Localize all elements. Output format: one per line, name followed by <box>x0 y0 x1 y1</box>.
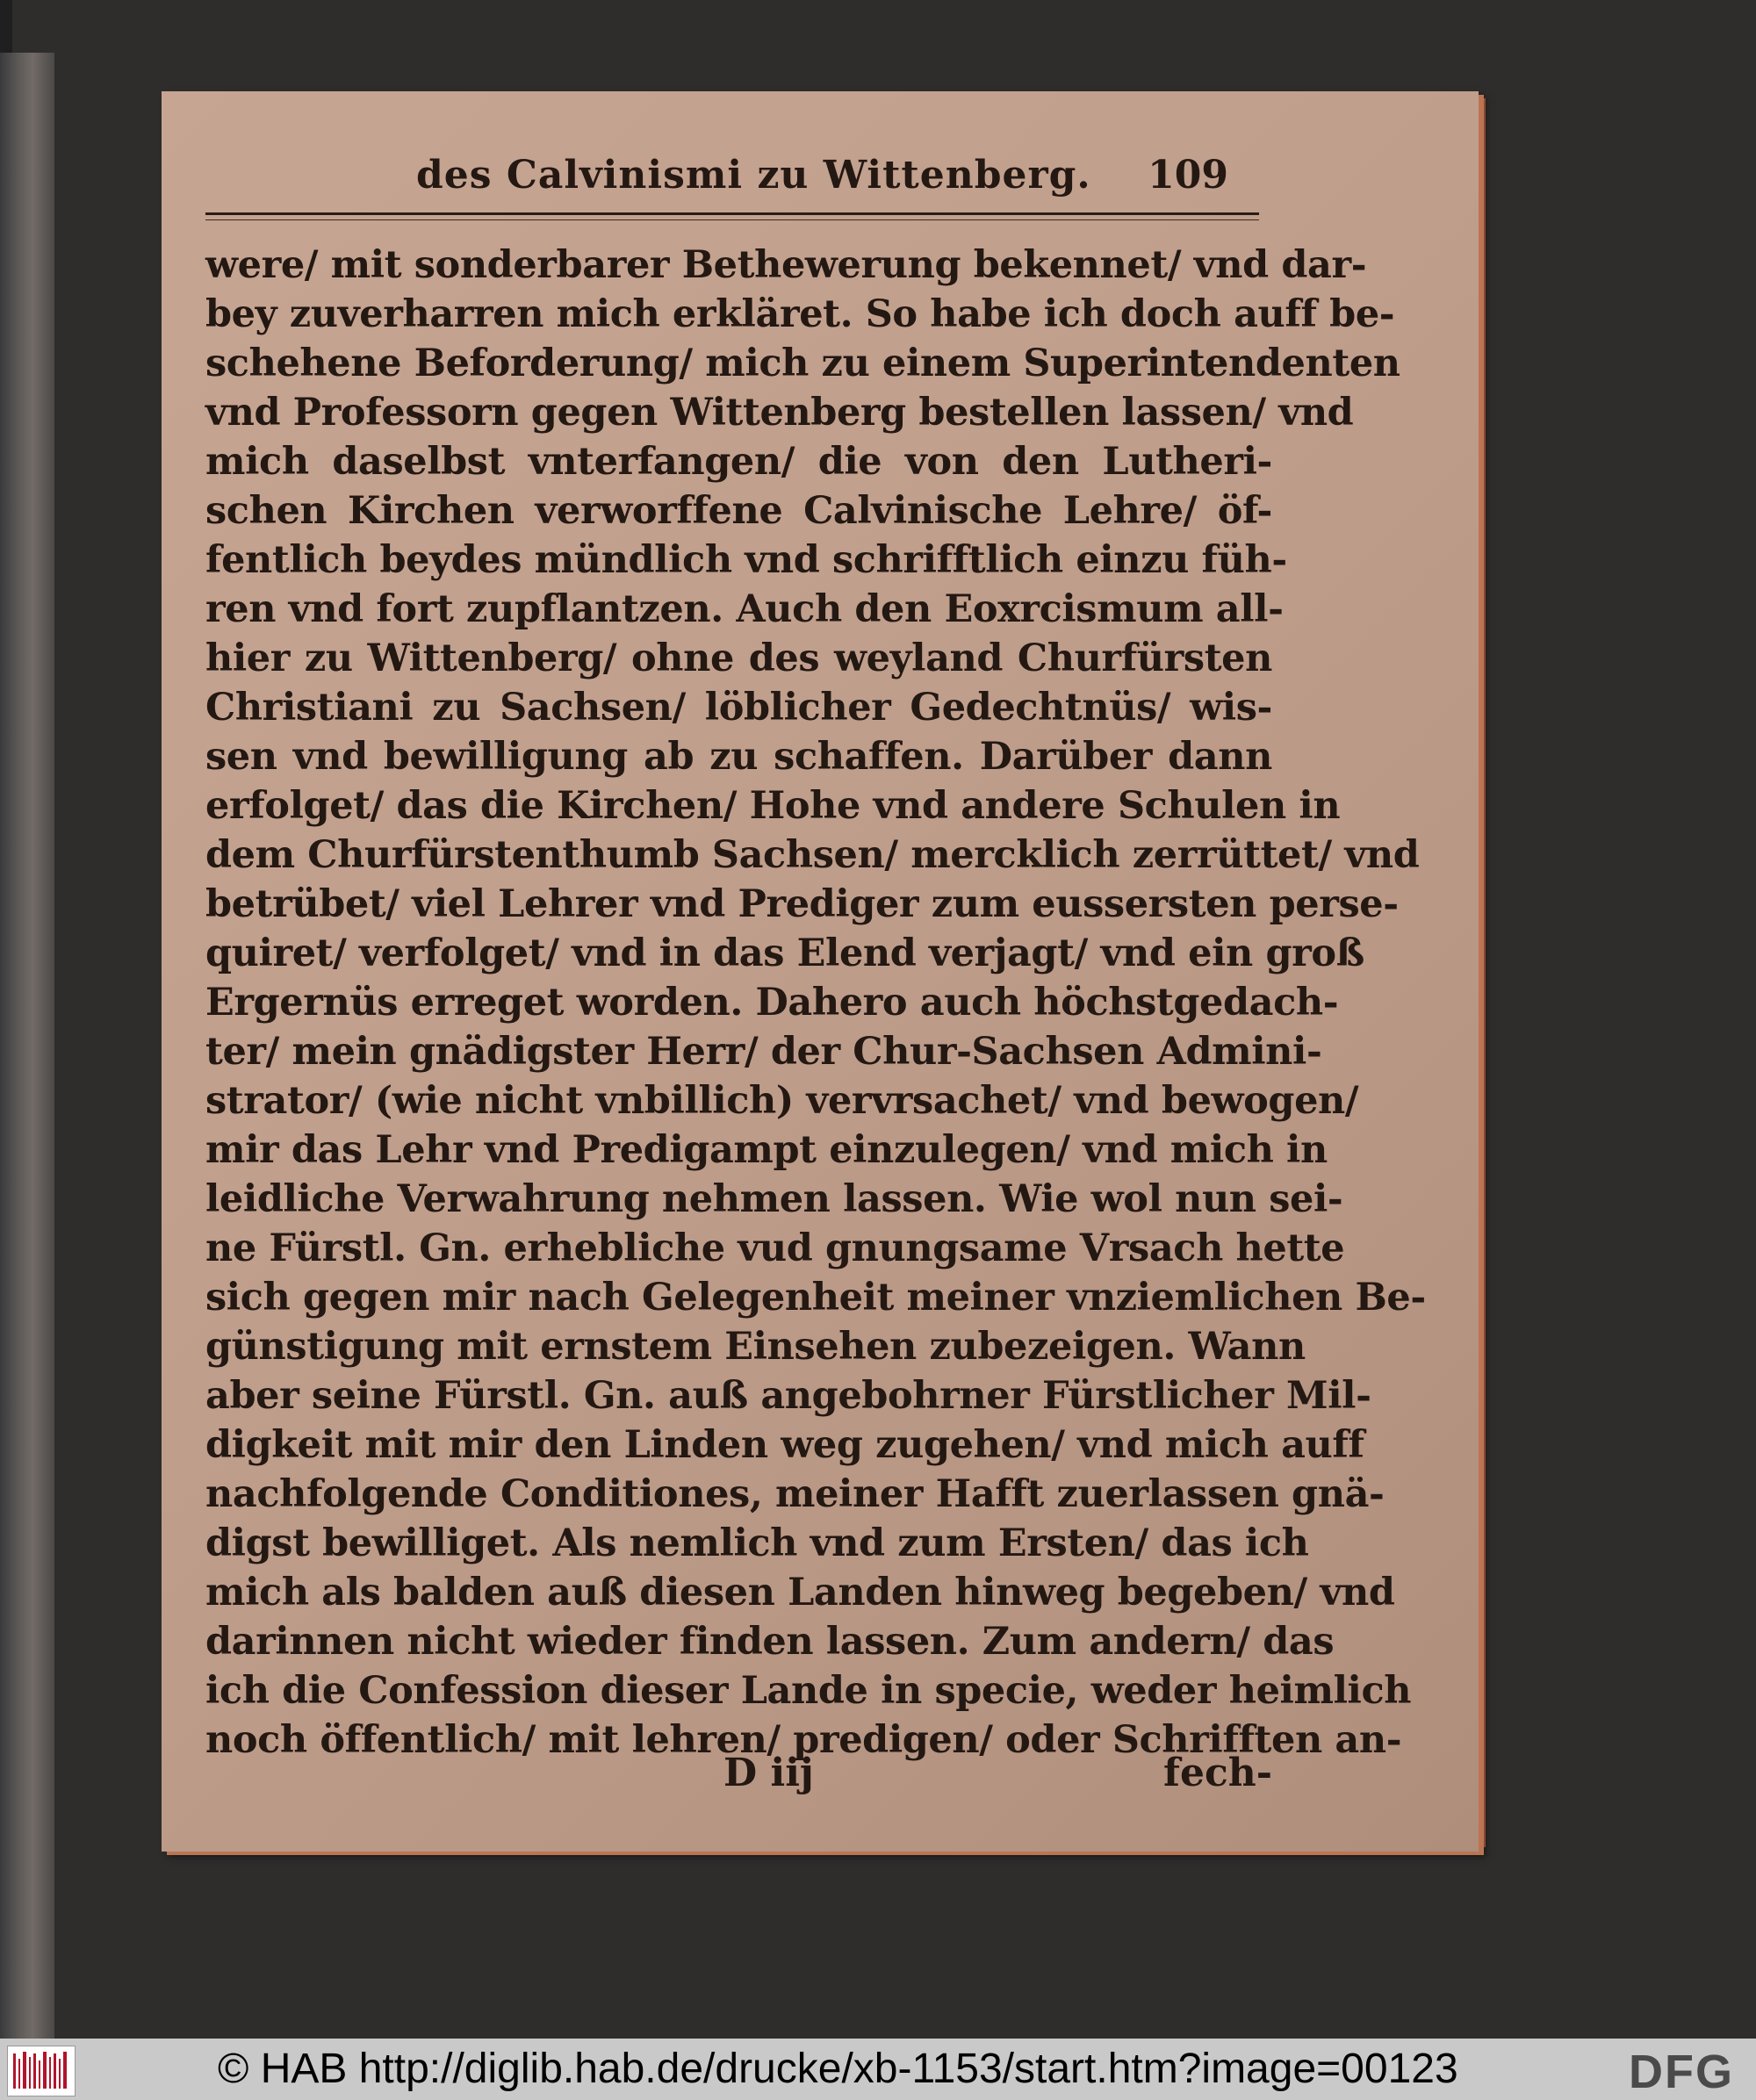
text-line: ne Fürstl. Gn. erhebliche vud gnungsame Vrsach hette <box>205 1226 1345 1270</box>
catchword: fech- <box>1163 1751 1272 1795</box>
running-title: des Calvinismi zu Wittenberg. <box>416 153 1091 198</box>
text-line: were/ mit sonderbarer Bethewerung bekennet/ vnd dar- <box>205 243 1367 287</box>
copyright-url-text: © HAB http://diglib.hab.de/drucke/xb-1153/start.htm?image=00123 <box>218 2046 1458 2092</box>
header-rule-secondary <box>205 219 1259 220</box>
running-head <box>162 153 1479 214</box>
text-line: sich gegen mir nach Gelegenheit meiner vnziemlichen Be- <box>205 1276 1426 1320</box>
footer-bar <box>0 2039 1756 2100</box>
signature-mark: D iij <box>723 1751 814 1795</box>
text-line: ter/ mein gnädigster Herr/ der Chur-Sachsen Admini- <box>205 1030 1322 1074</box>
text-line: darinnen nicht wieder finden lassen. Zum andern/ das <box>205 1620 1335 1664</box>
left-page-shadow <box>0 53 54 2039</box>
text-line: günstigung mit ernstem Einsehen zubezeigen. Wann <box>205 1325 1306 1369</box>
text-line: ren vnd fort zupflantzen. Auch den Eoxrcismum all- <box>205 587 1284 631</box>
barcode-icon <box>7 2046 76 2096</box>
text-line: fentlich beydes mündlich vnd schrifftlich einzu füh- <box>205 538 1287 582</box>
text-line: nachfolgende Conditiones, meiner Hafft zuerlassen gnä- <box>205 1472 1385 1516</box>
text-line: erfolget/ das die Kirchen/ Hohe vnd andere Schulen in <box>205 784 1341 828</box>
page-number: 109 <box>1148 153 1228 198</box>
text-line: Ergernüs erreget worden. Dahero auch höchstgedach- <box>205 981 1339 1025</box>
dfg-logo-text: DFG <box>1629 2046 1734 2098</box>
text-line: noch öffentlich/ mit lehren/ predigen/ oder Schrifften an- <box>205 1718 1402 1762</box>
text-line: betrübet/ viel Lehrer vnd Prediger zum eussersten perse- <box>205 882 1399 926</box>
body-text <box>205 241 1426 1765</box>
text-line: mir das Lehr vnd Predigampt einzulegen/ vnd mich in <box>205 1128 1328 1172</box>
page-edge <box>1479 98 1486 1847</box>
book-page <box>162 91 1479 1852</box>
text-line: mich als balden auß diesen Landen hinweg begeben/ vnd <box>205 1571 1395 1615</box>
dfg-logo <box>1616 2044 1747 2096</box>
text-line: mich daselbst vnterfangen/ die von den Lutheri- <box>205 440 1272 484</box>
text-line: vnd Professorn gegen Wittenberg bestellen lassen/ vnd <box>205 391 1354 435</box>
text-line: ich die Confession dieser Lande in specie, weder heimlich <box>205 1669 1412 1713</box>
text-line: hier zu Wittenberg/ ohne des weyland Churfürsten <box>205 636 1272 680</box>
text-line: sen vnd bewilligung ab zu schaffen. Darüber dann <box>205 735 1272 779</box>
text-line: bey zuverharren mich erkläret. So habe ich doch auff be- <box>205 292 1395 336</box>
text-line: schen Kirchen verworffene Calvinische Lehre/ öf- <box>205 489 1272 533</box>
text-line: Christiani zu Sachsen/ löblicher Gedechtnüs/ wis- <box>205 686 1272 730</box>
catchline <box>205 1751 1272 1803</box>
text-line: digst bewilliget. Als nemlich vnd zum Ersten/ das ich <box>205 1521 1309 1565</box>
text-line: leidliche Verwahrung nehmen lassen. Wie wol nun sei- <box>205 1177 1343 1221</box>
text-line: quiret/ verfolget/ vnd in das Elend verjagt/ vnd ein groß <box>205 931 1364 975</box>
text-line: schehene Beforderung/ mich zu einem Superintendenten <box>205 342 1400 385</box>
text-line: dem Churfürstenthumb Sachsen/ mercklich zerrüttet/ vnd <box>205 833 1420 877</box>
header-rule <box>205 212 1259 215</box>
text-line: digkeit mit mir den Linden weg zugehen/ vnd mich auff <box>205 1423 1364 1467</box>
text-line: aber seine Fürstl. Gn. auß angebohrner Fürstlicher Mil- <box>205 1374 1371 1418</box>
text-line: strator/ (wie nicht vnbillich) vervrsachet/ vnd bewogen/ <box>205 1079 1359 1123</box>
